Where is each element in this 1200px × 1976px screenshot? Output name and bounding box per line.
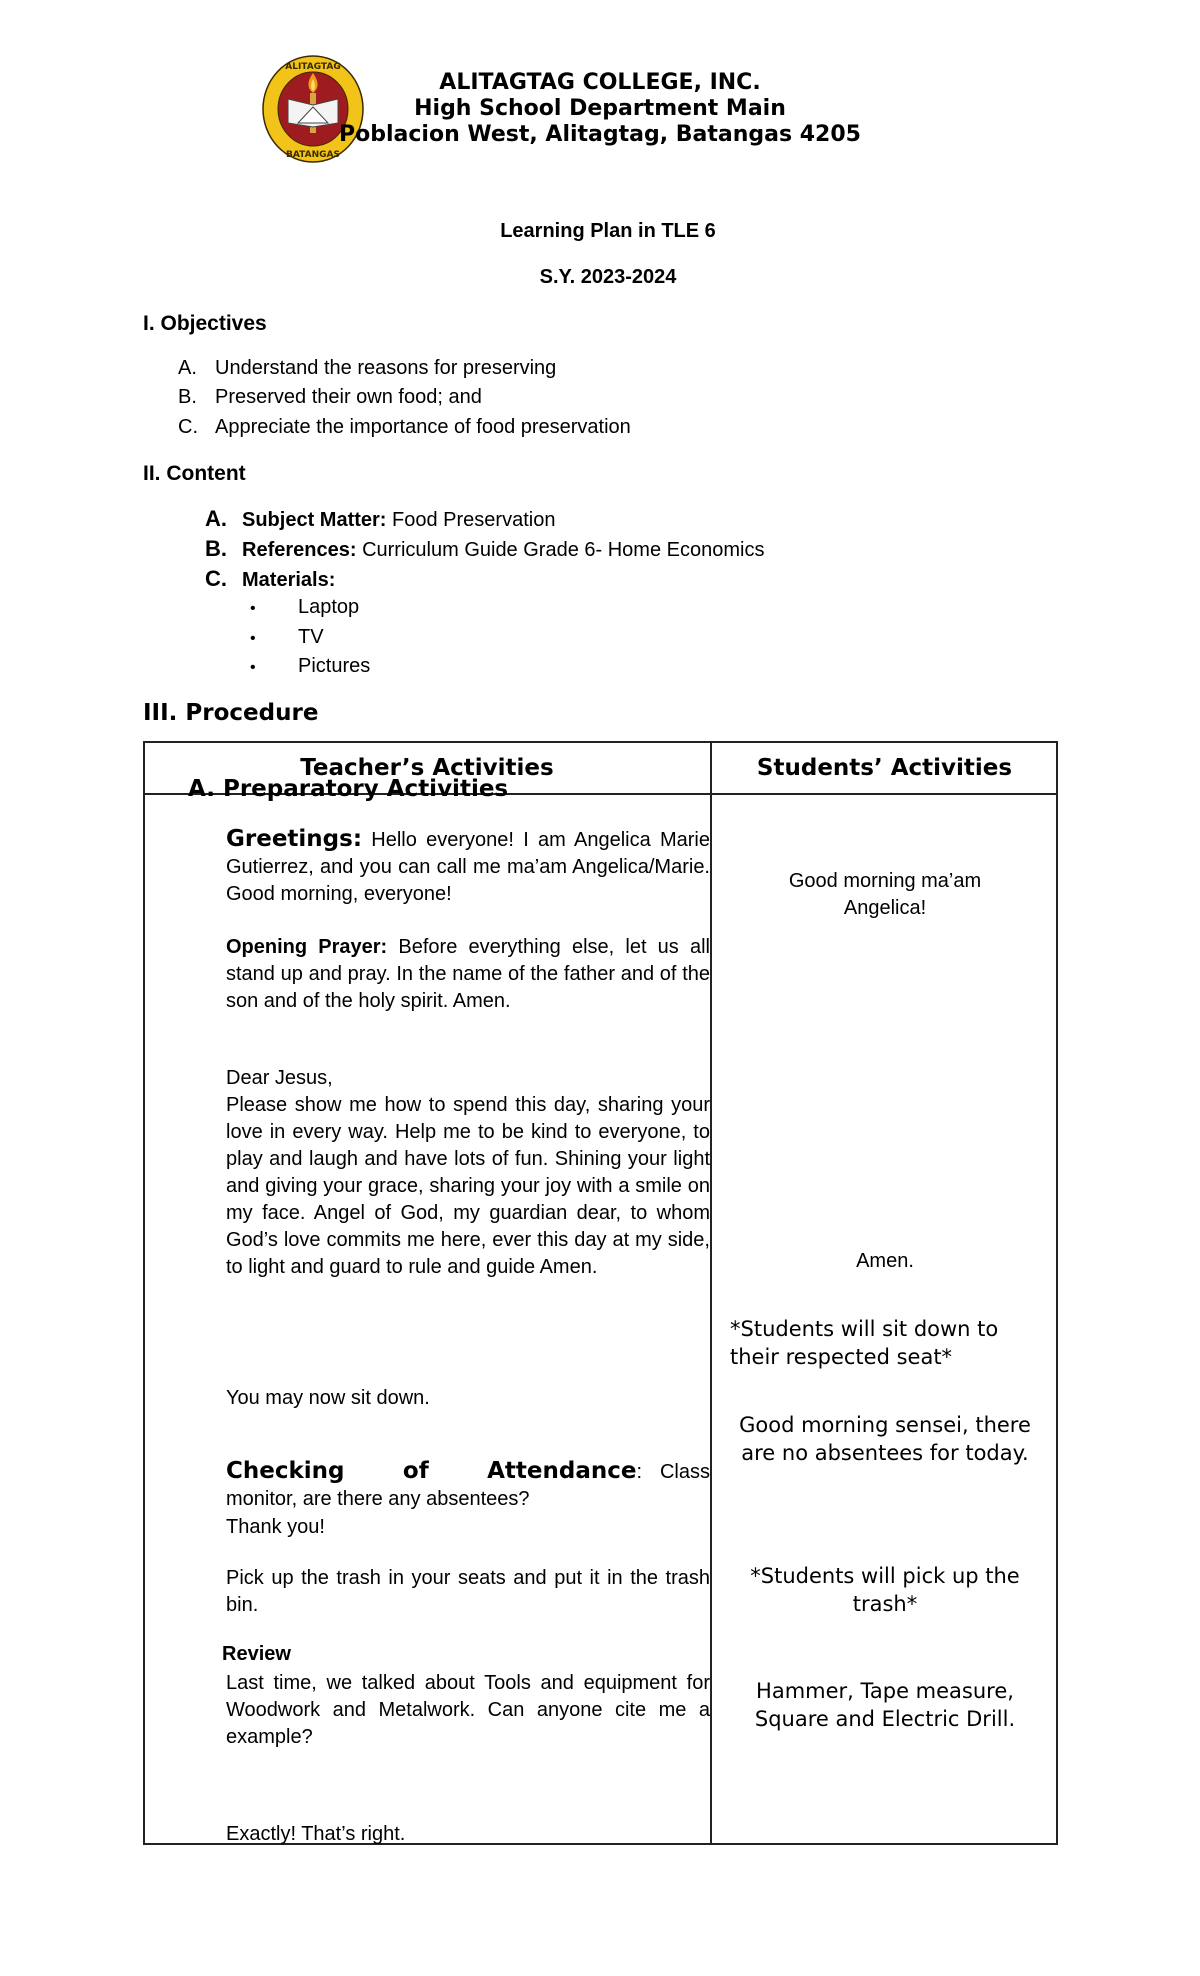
- students-activities-header: Students’ Activities: [756, 755, 1013, 781]
- item-letter: C.: [205, 566, 227, 591]
- student-greeting-reply: Good morning ma’am Angelica!: [788, 870, 982, 919]
- sit-down-instruction: You may now sit down.: [226, 1387, 430, 1409]
- material-text: Pictures: [298, 655, 371, 677]
- material-item: [250, 596, 359, 619]
- thank-you-text: Thank you!: [226, 1516, 325, 1538]
- review-text: Last time, we talked about Tools and equipment for Woodwork and Metalwork. Can anyone cite me a example?: [226, 1672, 710, 1748]
- item-letter: B.: [205, 536, 227, 561]
- material-item: [250, 626, 324, 649]
- content-heading: II. Content: [143, 462, 246, 485]
- item-letter: B.: [178, 386, 197, 408]
- prayer-salutation: Dear Jesus,: [226, 1067, 333, 1089]
- content-item: [205, 566, 335, 592]
- department-name: High School Department Main: [414, 96, 786, 121]
- item-letter: C.: [178, 416, 198, 438]
- opening-prayer-label: Opening Prayer:: [226, 936, 388, 958]
- prayer-body: Please show me how to spend this day, sharing your love in every way. Help me to be kind to everyone, to play and laugh and have lots of fun. Shining your light and giving your grace, sharing your joy with a smile on my face. Angel of God, my guardian dear, to whom God’s love commits me here, ever this day at my side, to light and guard to rule and guide Amen.: [226, 1094, 710, 1278]
- material-text: TV: [298, 626, 324, 648]
- student-trash-action: *Students will pick up the trash*: [750, 1564, 1020, 1616]
- student-sit-action: *Students will sit down to their respected seat*: [730, 1317, 999, 1369]
- item-label: Subject Matter:: [242, 509, 387, 531]
- bullet-icon: •: [250, 630, 256, 647]
- procedure-heading: III. Procedure: [143, 700, 319, 726]
- item-text: Preserved their own food; and: [215, 386, 482, 408]
- material-text: Laptop: [298, 596, 360, 618]
- trash-instruction: Pick up the trash in your seats and put it in the trash bin.: [226, 1567, 710, 1616]
- exactly-text: Exactly! That’s right.: [226, 1823, 406, 1845]
- attendance-text: Class monitor, are there any absentees?: [226, 1461, 710, 1510]
- institution-address: Poblacion West, Alitagtag, Batangas 4205: [339, 122, 861, 147]
- greetings-text: Hello everyone! I am Angelica Marie Gutierrez, and you can call me ma’am Angelica/Marie. Good morning, everyone!: [226, 829, 710, 905]
- objectives-heading: I. Objectives: [143, 312, 267, 335]
- material-item: [250, 655, 370, 678]
- teacher-activities-header: Teacher’s Activities: [300, 755, 554, 781]
- svg-text:BATANGAS: BATANGAS: [286, 150, 340, 160]
- student-attendance-reply: Good morning sensei, there are no absentees for today.: [739, 1413, 1031, 1465]
- svg-text:ALITAGTAG: ALITAGTAG: [285, 62, 341, 72]
- student-review-answer: Hammer, Tape measure, Square and Electric Drill.: [754, 1679, 1016, 1731]
- objective-item: [178, 357, 556, 380]
- institution-name: ALITAGTAG COLLEGE, INC.: [439, 70, 761, 95]
- document-title: Learning Plan in TLE 6: [500, 220, 716, 242]
- greetings-label: Greetings:: [226, 826, 363, 852]
- content-item: [205, 536, 764, 562]
- item-text: Food Preservation: [392, 509, 556, 531]
- bullet-icon: •: [250, 659, 256, 676]
- item-text: Curriculum Guide Grade 6- Home Economics: [362, 539, 765, 561]
- school-year: S.Y. 2023-2024: [539, 266, 677, 288]
- student-amen: Amen.: [856, 1250, 914, 1272]
- item-label: References:: [242, 539, 357, 561]
- attendance-block: [226, 1458, 710, 1513]
- review-label: Review: [222, 1643, 291, 1665]
- preparatory-activities-title: A. Preparatory Activities: [188, 776, 509, 802]
- attendance-label: Checking of Attendance: [226, 1458, 637, 1484]
- bullet-icon: •: [250, 600, 256, 617]
- item-text: Understand the reasons for preserving: [215, 357, 557, 379]
- opening-prayer-text: Before everything else, let us all stand up and pray. In the name of the father and of the son and of the holy spirit. Amen.: [226, 936, 710, 1012]
- content-item: [205, 506, 555, 532]
- column-divider: [710, 741, 712, 1845]
- greetings-block: [226, 826, 710, 908]
- objective-item: [178, 386, 482, 409]
- letterhead: [0, 70, 1200, 148]
- attendance-colon: :: [636, 1461, 643, 1483]
- item-letter: A.: [178, 357, 197, 379]
- item-letter: A.: [205, 506, 227, 531]
- objective-item: [178, 416, 631, 439]
- item-label: Materials:: [242, 569, 336, 591]
- opening-prayer-block: [226, 934, 710, 1015]
- item-text: Appreciate the importance of food preservation: [215, 416, 631, 438]
